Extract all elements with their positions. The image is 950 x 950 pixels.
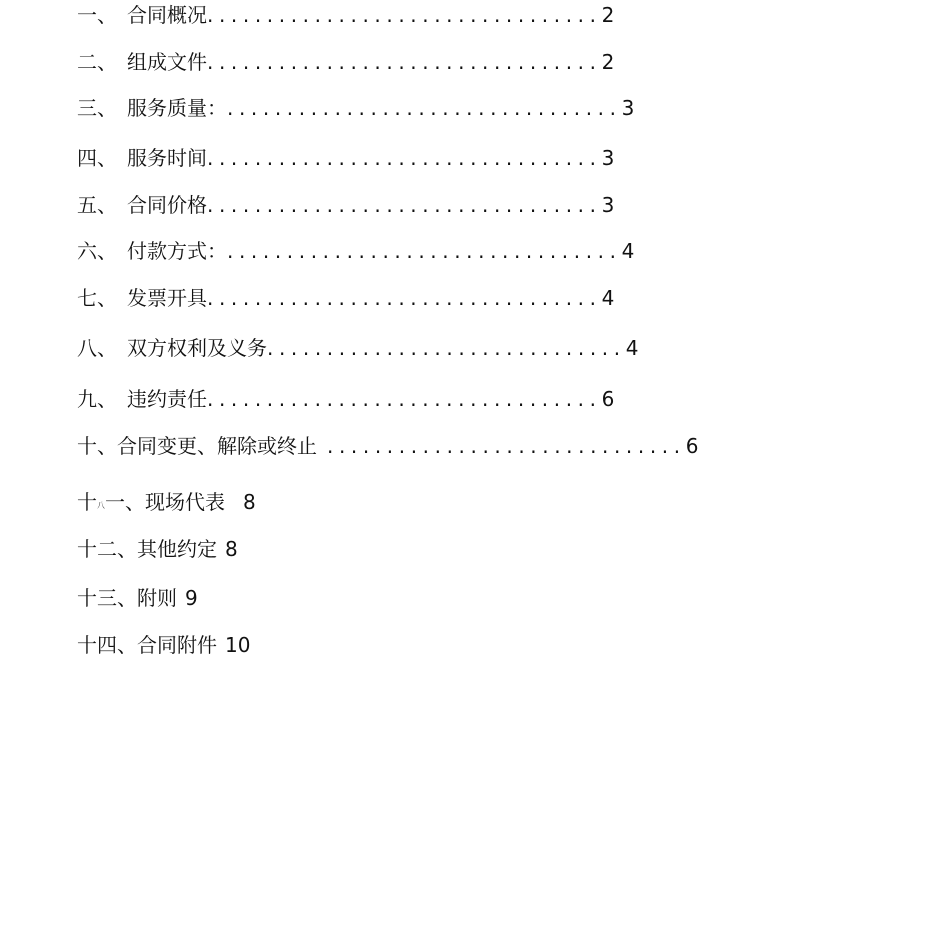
toc-entry-title: 合同价格 — [127, 193, 207, 217]
toc-entry — [77, 239, 634, 263]
toc-entry — [77, 146, 614, 170]
toc-entry-title: 双方权利及义务 — [127, 336, 267, 360]
toc-entry-leader: ................................. — [207, 146, 602, 170]
toc-entry-title: 附则 — [137, 586, 177, 610]
toc-entry — [77, 286, 614, 310]
toc-entry-page: 3 — [601, 146, 615, 170]
toc-entry — [77, 490, 256, 518]
toc-entry — [77, 434, 698, 458]
toc-entry-number: 九、 — [77, 387, 117, 411]
toc-entry — [77, 387, 614, 411]
toc-entry-page: 8 — [243, 490, 256, 514]
toc-entry-number: 十三、 — [77, 586, 137, 610]
toc-entry-leader: ................................. — [227, 96, 622, 120]
toc-entry-number-part: 十 — [77, 490, 97, 514]
toc-entry-title: 合同附件 — [137, 633, 217, 657]
toc-entry-leader: ................................. — [227, 239, 622, 263]
toc-entry — [77, 586, 198, 610]
toc-entry-page: 6 — [601, 387, 615, 411]
toc-entry-leader: ................................. — [207, 50, 602, 74]
toc-entry-title: 组成文件 — [127, 50, 207, 74]
toc-entry-number — [77, 490, 145, 518]
toc-entry-number: 三、 — [77, 96, 117, 120]
toc-entry-number: 十、 — [77, 434, 117, 458]
stray-mark: 八 — [97, 501, 105, 510]
toc-entry-number: 六、 — [77, 239, 117, 263]
toc-entry-leader: ................................. — [207, 3, 602, 27]
toc-entry — [77, 537, 238, 561]
toc-entry-number: 二、 — [77, 50, 117, 74]
toc-entry-page: 4 — [601, 286, 615, 310]
toc-entry-title: 合同概况 — [127, 3, 207, 27]
toc-entry-page: 2 — [601, 50, 615, 74]
toc-entry-number: 七、 — [77, 286, 117, 310]
toc-entry-leader: ................................. — [207, 193, 602, 217]
toc-entry-title: 合同变更、解除或终止 — [117, 434, 317, 458]
toc-entry-number: 八、 — [77, 336, 117, 360]
toc-entry-page: 4 — [621, 239, 635, 263]
toc-entry-number: 一、 — [77, 3, 117, 27]
toc-entry-title: 违约责任 — [127, 387, 207, 411]
toc-entry-title: 服务质量： — [127, 96, 227, 120]
toc-entry-title: 现场代表 — [145, 490, 225, 514]
toc-entry-page: 10 — [225, 633, 251, 657]
toc-entry-number: 四、 — [77, 146, 117, 170]
toc-entry — [77, 3, 614, 27]
toc-entry-leader: .............................. — [327, 434, 686, 458]
toc-entry — [77, 96, 634, 120]
toc-entry — [77, 336, 638, 360]
toc-entry-page: 6 — [685, 434, 699, 458]
toc-entry-title: 付款方式： — [127, 239, 227, 263]
toc-entry-page: 9 — [185, 586, 198, 610]
toc-entry-number-part: 一、 — [105, 490, 145, 514]
toc-entry-page: 4 — [625, 336, 639, 360]
toc-entry-page: 3 — [601, 193, 615, 217]
toc-entry-title: 服务时间 — [127, 146, 207, 170]
toc-entry-title: 其他约定 — [137, 537, 217, 561]
toc-entry-leader: .............................. — [267, 336, 626, 360]
toc-entry-page: 2 — [601, 3, 615, 27]
toc-entry-page: 3 — [621, 96, 635, 120]
toc-entry-title: 发票开具 — [127, 286, 207, 310]
toc-entry-leader: ................................. — [207, 387, 602, 411]
toc-entry — [77, 50, 614, 74]
toc-entry-number: 十四、 — [77, 633, 137, 657]
toc-entry — [77, 633, 250, 657]
toc-entry — [77, 193, 614, 217]
toc-entry-page: 8 — [225, 537, 238, 561]
toc-entry-number: 十二、 — [77, 537, 137, 561]
toc-entry-leader: ................................. — [207, 286, 602, 310]
toc-entry-number: 五、 — [77, 193, 117, 217]
